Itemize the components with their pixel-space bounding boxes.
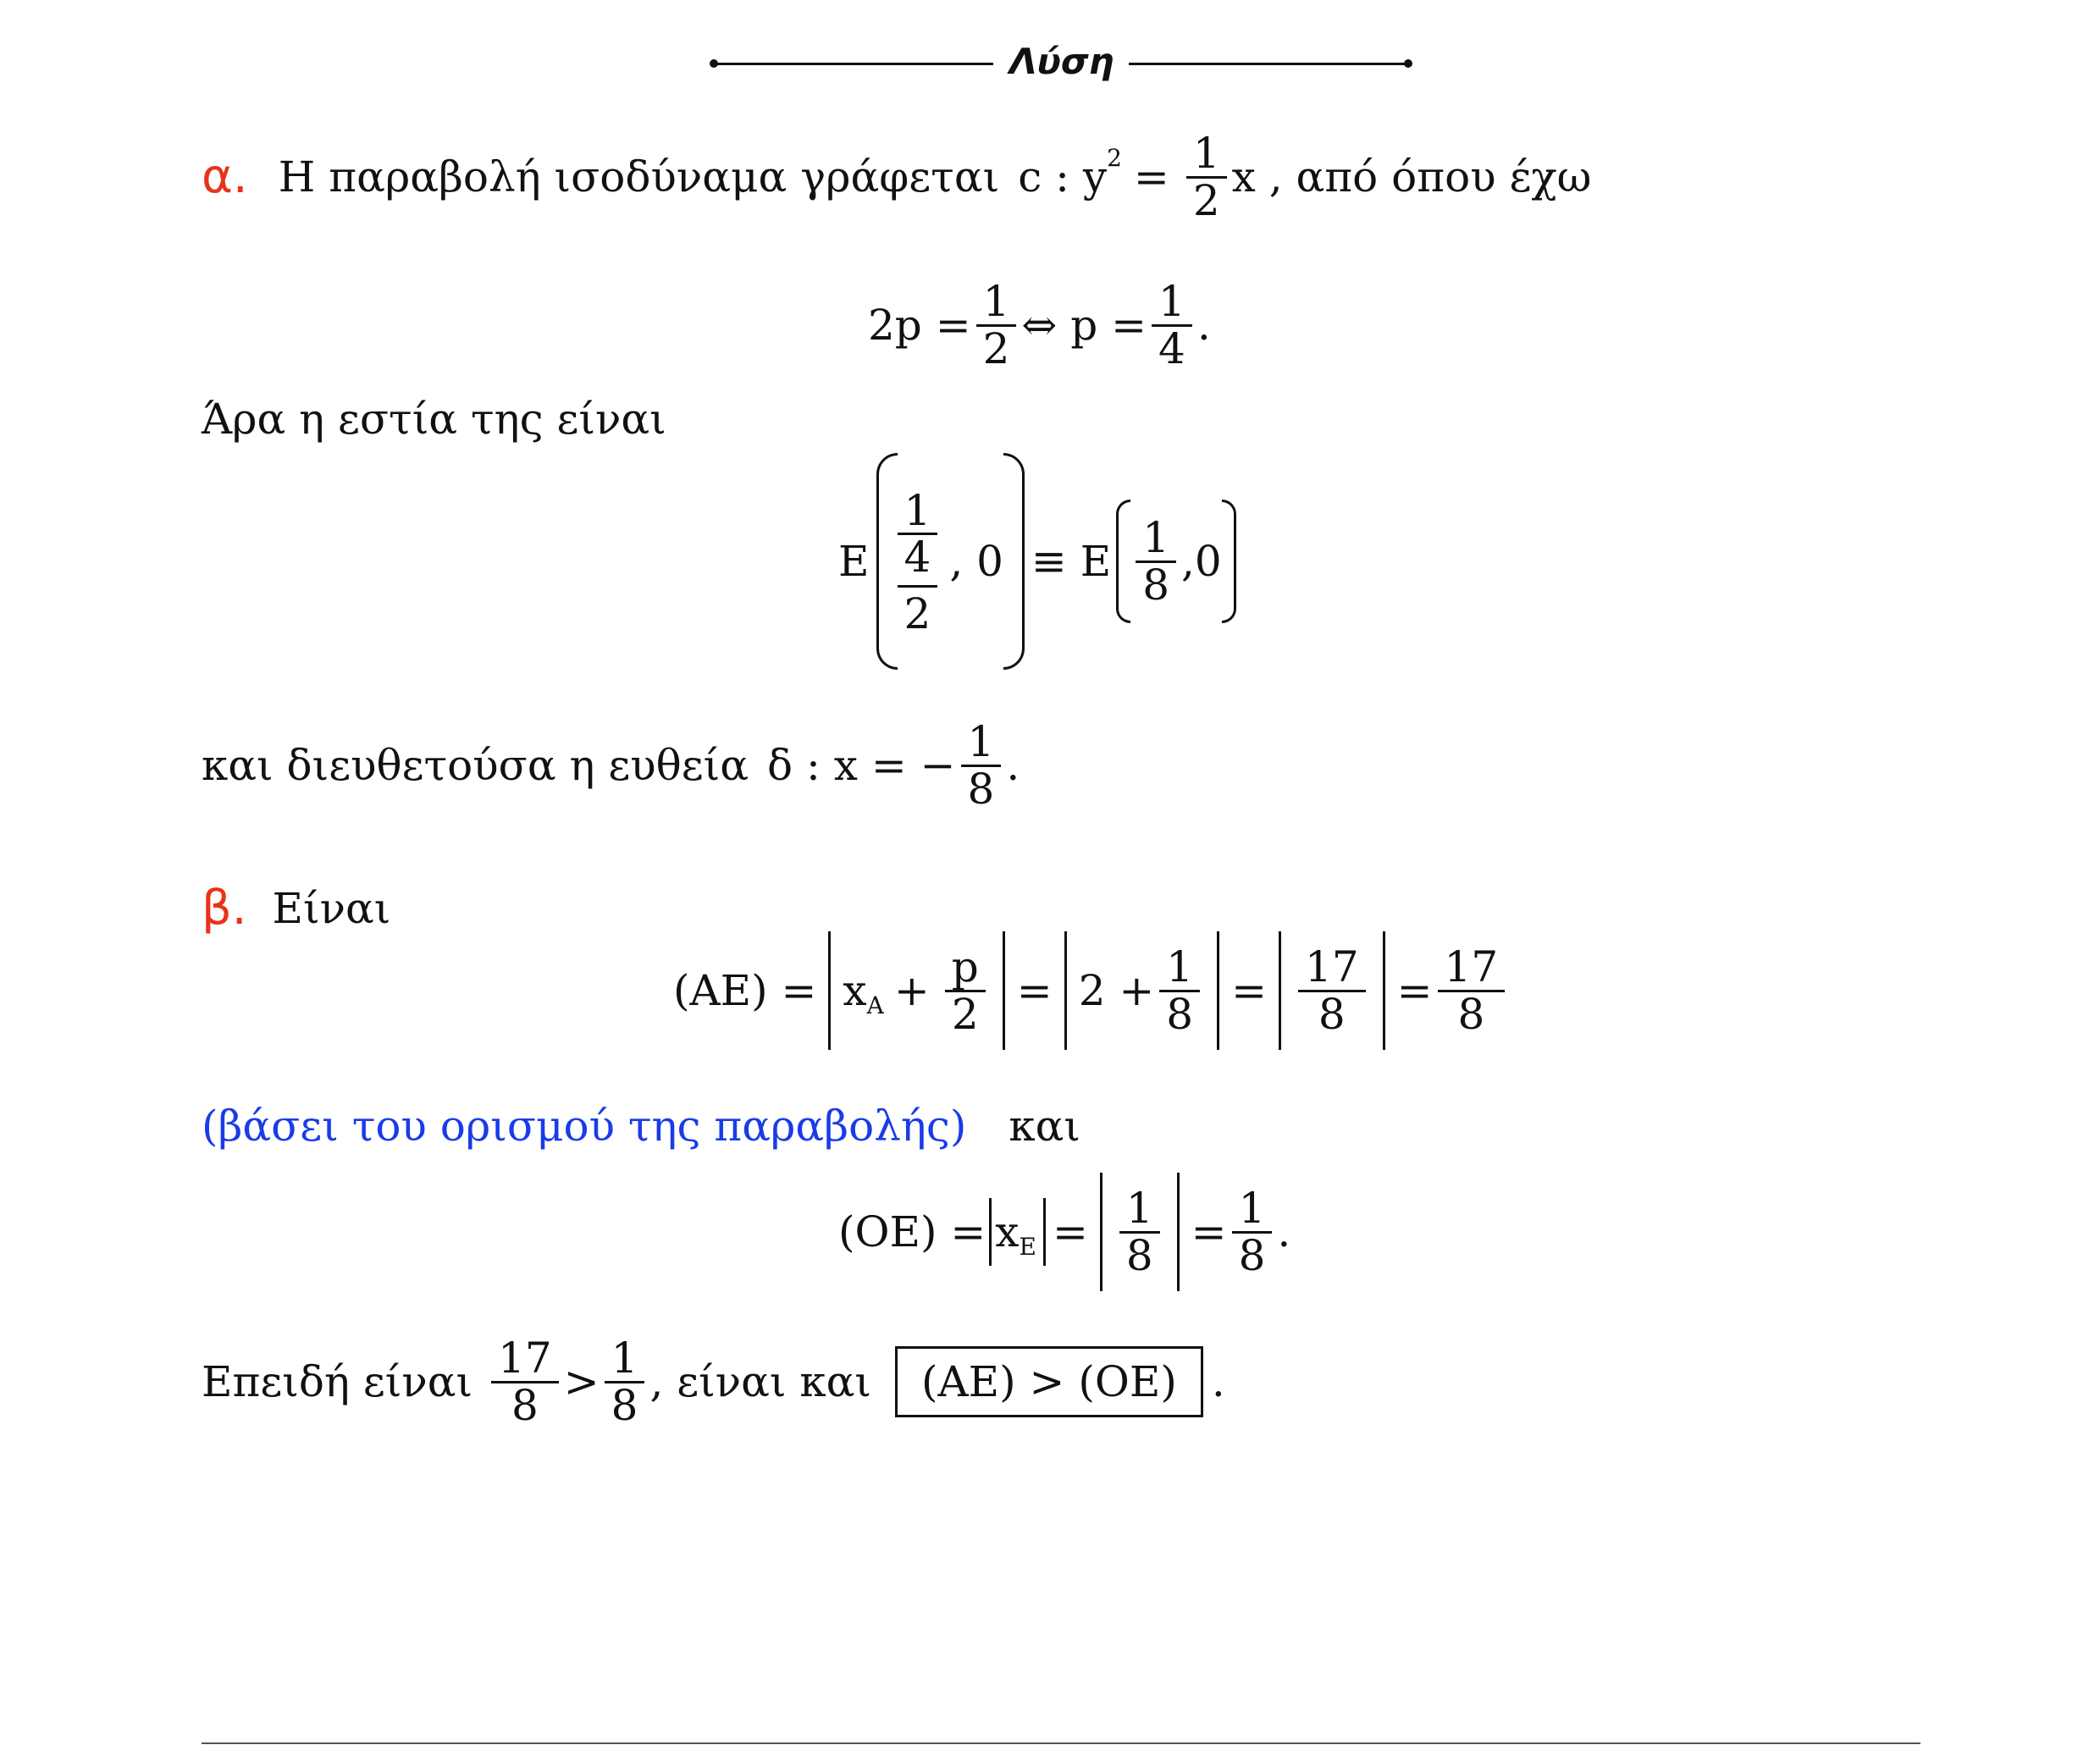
ae-eq-2: =	[1231, 966, 1268, 1015]
header-right-rule	[1129, 63, 1408, 65]
ae-x: x	[843, 966, 867, 1015]
right-paren-large	[1003, 453, 1025, 670]
conclusion-then: , είναι και	[649, 1357, 872, 1406]
part-b-intro: Είναι	[272, 884, 391, 933]
parabola-exponent: 2	[1107, 144, 1122, 172]
parabola-lhs: c : y	[1018, 152, 1108, 202]
fraction-denominator: 4	[904, 533, 931, 582]
conclusion-gt: >	[563, 1357, 600, 1406]
directrix-eq: δ : x = −	[767, 741, 956, 790]
fraction-denominator: 4	[1158, 323, 1185, 373]
directrix-end: .	[1006, 741, 1020, 790]
fraction-denominator: 8	[611, 1380, 638, 1430]
abs-bar	[828, 931, 831, 1050]
directrix-fraction	[961, 717, 1002, 814]
oe-x: x	[995, 1207, 1020, 1256]
fraction-numerator: 17	[1298, 945, 1366, 992]
fraction-numerator: 1	[1136, 516, 1176, 563]
oe-fraction-2	[1232, 1186, 1273, 1278]
definition-note: (βάσει του ορισμού της παραβολής)	[202, 1102, 967, 1151]
directrix-line	[202, 717, 1020, 814]
fraction-numerator: 1	[605, 1336, 645, 1383]
ae-equation	[673, 931, 1510, 1050]
abs-bar	[989, 1198, 992, 1266]
parabola-fraction	[1186, 131, 1227, 223]
focus-comma-zero: , 0	[949, 537, 1003, 586]
outer-denominator: 2	[904, 588, 931, 638]
ae-plus: +	[893, 966, 930, 1015]
ae-lhs: (AE) =	[673, 966, 817, 1015]
part-a-line	[202, 131, 1591, 223]
oe-eq-1: =	[1052, 1207, 1088, 1256]
abs-bar	[1100, 1173, 1102, 1291]
fraction-denominator: 2	[982, 323, 1010, 373]
p-fraction-2	[1152, 279, 1192, 371]
part-a-label: α.	[202, 149, 248, 204]
focus-equiv: ≡ E	[1031, 537, 1112, 586]
conclusion-since: Επειδή είναι	[202, 1357, 473, 1406]
oe-end: .	[1277, 1207, 1291, 1256]
abs-bar	[1217, 931, 1219, 1050]
directrix-text: και διευθετούσα η ευθεία	[202, 741, 749, 790]
abs-bar	[1043, 1198, 1046, 1266]
part-b-line	[202, 881, 391, 936]
fraction-numerator: 17	[1438, 945, 1506, 992]
fraction-numerator: 1	[1152, 279, 1192, 327]
fraction-denominator: 8	[511, 1380, 539, 1430]
fraction-denominator: 8	[1318, 989, 1346, 1039]
fraction-denominator: 8	[1457, 989, 1485, 1039]
p-lhs: 2p =	[868, 301, 971, 350]
focus-equation	[838, 453, 1236, 670]
left-paren-small	[1116, 500, 1130, 623]
boxed-result: (AE) > (OE)	[895, 1346, 1203, 1417]
abs-bar	[1383, 931, 1385, 1050]
and-text: και	[1009, 1102, 1080, 1151]
header-right-dot	[1404, 59, 1412, 68]
conclusion-fraction-2	[605, 1334, 645, 1430]
fraction-numerator: 17	[491, 1336, 559, 1383]
abs-bar	[1279, 931, 1281, 1050]
conclusion-fraction-1	[491, 1334, 559, 1430]
fraction-numerator: 1	[961, 720, 1002, 767]
fraction-denominator: 8	[1142, 560, 1170, 610]
abs-bar	[1177, 1173, 1180, 1291]
oe-eq-2: =	[1191, 1207, 1227, 1256]
conclusion-line	[202, 1334, 1225, 1430]
ae-fraction-2	[1298, 942, 1366, 1039]
conclusion-end: .	[1211, 1357, 1225, 1406]
footer-rule	[202, 1742, 1920, 1744]
compound-fraction	[898, 485, 938, 638]
right-paren-small	[1222, 500, 1236, 623]
ae-fraction-3	[1438, 942, 1506, 1039]
ae-two-plus: 2 +	[1078, 966, 1155, 1015]
ae-eq-1: =	[1016, 966, 1053, 1015]
fraction-denominator: 8	[1238, 1230, 1266, 1280]
oe-fraction-1	[1119, 1186, 1160, 1278]
fraction-denominator: 8	[1166, 989, 1194, 1039]
oe-lhs: (OE) =	[838, 1207, 986, 1256]
p-equation	[868, 279, 1211, 371]
note-line	[202, 1102, 1080, 1151]
fraction-denominator: 2	[951, 989, 979, 1039]
ae-p-fraction	[945, 942, 986, 1039]
fraction-numerator: 1	[1232, 1186, 1273, 1234]
p-end: .	[1196, 301, 1211, 350]
oe-equation	[838, 1173, 1290, 1291]
fraction-numerator: 1	[1186, 131, 1227, 179]
abs-bar	[1003, 931, 1005, 1050]
focus-intro: Άρα η εστία της είναι	[202, 395, 666, 444]
inner-fraction	[898, 485, 938, 588]
focus-tail: ,0	[1181, 537, 1222, 586]
oe-x-sub: E	[1019, 1233, 1036, 1261]
fraction-denominator: 2	[1192, 175, 1220, 225]
parabola-rhs: x , από όπου έχω	[1231, 152, 1592, 202]
left-paren-large	[876, 453, 898, 670]
fraction-numerator: 1	[1159, 945, 1200, 992]
ae-x-sub: A	[866, 991, 884, 1019]
ae-eq-3: =	[1396, 966, 1433, 1015]
fraction-numerator: 1	[1119, 1186, 1160, 1234]
fraction-numerator: 1	[976, 279, 1017, 327]
p-fraction-1	[976, 279, 1017, 371]
fraction-numerator: 1	[898, 489, 938, 536]
fraction-denominator: 8	[1125, 1230, 1153, 1280]
part-a-intro: Η παραβολή ισοδύναμα γράφεται	[278, 152, 1000, 202]
parabola-equals: =	[1133, 152, 1169, 202]
ae-fraction-1	[1159, 942, 1200, 1039]
solution-title: Λύση	[1009, 41, 1114, 82]
focus-E: E	[838, 537, 870, 586]
part-b-label: β.	[202, 881, 247, 936]
header-left-rule	[714, 63, 993, 65]
fraction-denominator: 8	[967, 764, 995, 814]
abs-bar	[1064, 931, 1067, 1050]
fraction-numerator: p	[945, 945, 986, 992]
focus-fraction	[1136, 513, 1176, 610]
p-mid: ⇔ p =	[1021, 301, 1147, 350]
